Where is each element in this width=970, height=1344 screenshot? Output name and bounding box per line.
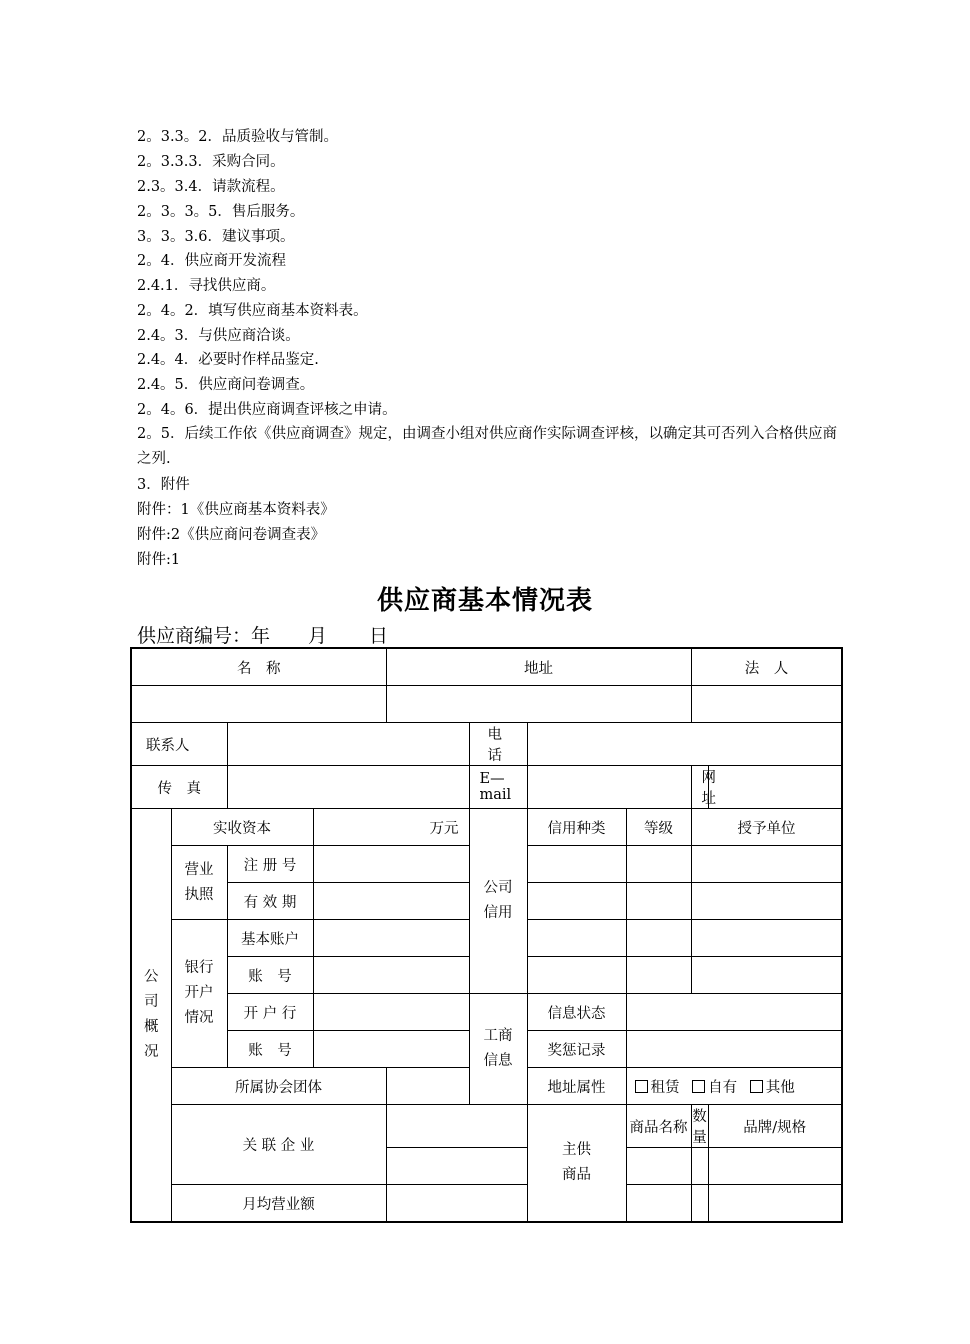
info-status-label: 信息状态 xyxy=(527,994,626,1031)
outline-item: 2。3.3。2．品质验收与管制。 xyxy=(137,129,339,145)
account-no2-label: 账 号 xyxy=(227,1031,313,1068)
other-option-label: 其他 xyxy=(765,1079,795,1096)
legal-person-value[interactable] xyxy=(691,686,842,723)
reg-no-label: 注 册 号 xyxy=(227,846,313,883)
day-label: 日 xyxy=(369,625,389,647)
basic-account-value[interactable] xyxy=(313,920,469,957)
account-no2-value[interactable] xyxy=(313,1031,469,1068)
validity-value[interactable] xyxy=(313,883,469,920)
company-overview-label: 公 司 概 况 xyxy=(131,809,171,1223)
email-label: E—mail xyxy=(469,766,527,809)
account-no-value[interactable] xyxy=(313,957,469,994)
contact-label: 联系人 xyxy=(131,723,227,766)
goods-name-cell[interactable] xyxy=(626,1148,691,1185)
monthly-revenue-value[interactable] xyxy=(386,1185,527,1223)
quantity-cell[interactable] xyxy=(691,1185,708,1223)
grantor-header: 授予单位 xyxy=(691,809,842,846)
outline-item: 2.4.1．寻找供应商。 xyxy=(137,278,276,294)
account-no-label: 账 号 xyxy=(227,957,313,994)
fax-value[interactable] xyxy=(227,766,469,809)
outline-item: 2.3。3.4．请款流程。 xyxy=(137,179,285,195)
paragraph-2-5: 2。5．后续工作依《供应商调查》规定，由调查小组对供应商作实际调查评核，以确定其可否列入合格供应商之列. xyxy=(137,426,837,467)
reward-record-value[interactable] xyxy=(626,1031,842,1068)
attachments-heading: 3．附件 xyxy=(137,477,190,493)
form-title: 供应商基本情况表 xyxy=(376,586,593,616)
grade-cell[interactable] xyxy=(626,846,691,883)
website-label: 网址 xyxy=(691,766,708,809)
other-checkbox[interactable] xyxy=(750,1080,763,1093)
outline-item: 3。3。3.6．建议事项。 xyxy=(137,229,295,245)
goods-name-cell[interactable] xyxy=(626,1185,691,1223)
credit-type-cell[interactable] xyxy=(527,883,626,920)
paid-capital-label: 实收资本 xyxy=(171,809,313,846)
legal-person-header: 法 人 xyxy=(691,648,842,686)
affiliated-value[interactable] xyxy=(386,1148,527,1185)
fax-label: 传 真 xyxy=(131,766,227,809)
outline-item: 2。4。6．提出供应商调查评核之申请。 xyxy=(137,402,397,418)
address-value[interactable] xyxy=(386,686,691,723)
reg-no-value[interactable] xyxy=(313,846,469,883)
open-bank-label: 开 户 行 xyxy=(227,994,313,1031)
open-bank-value[interactable] xyxy=(313,994,469,1031)
outline-item: 2.4。4．必要时作样品鉴定. xyxy=(137,352,319,368)
supplier-number-label: 供应商编号： xyxy=(137,625,252,647)
own-option-label: 自有 xyxy=(708,1079,738,1096)
rent-option-label: 租赁 xyxy=(650,1079,680,1096)
credit-type-header: 信用种类 xyxy=(527,809,626,846)
own-checkbox[interactable] xyxy=(692,1080,705,1093)
outline-item: 2。3.3.3．采购合同。 xyxy=(137,154,285,170)
paid-capital-value[interactable]: 万元 xyxy=(313,809,469,846)
credit-type-cell[interactable] xyxy=(527,846,626,883)
grantor-cell[interactable] xyxy=(691,883,842,920)
month-label: 月 xyxy=(308,625,328,647)
business-info-label: 工商 信息 xyxy=(469,994,527,1105)
reward-record-label: 奖惩记录 xyxy=(527,1031,626,1068)
phone-label: 电 话 xyxy=(469,723,527,766)
business-license-label: 营业 执照 xyxy=(171,846,227,920)
grade-header: 等级 xyxy=(626,809,691,846)
brand-spec-cell[interactable] xyxy=(708,1148,842,1185)
outline-item: 2。4．供应商开发流程 xyxy=(137,253,286,269)
attachment-item: 附件:2《供应商问卷调查表》 xyxy=(137,527,326,543)
name-header: 名 称 xyxy=(131,648,386,686)
contact-value[interactable] xyxy=(227,723,469,766)
affiliated-label: 关 联 企 业 xyxy=(171,1105,386,1185)
affiliated-value[interactable] xyxy=(386,1105,527,1148)
bank-info-label: 银行 开户 情况 xyxy=(171,920,227,1068)
validity-label: 有 效 期 xyxy=(227,883,313,920)
basic-account-label: 基本账户 xyxy=(227,920,313,957)
year-label: 年 xyxy=(251,625,271,647)
quantity-header: 数量 xyxy=(691,1105,708,1148)
attachment-item: 附件：1《供应商基本资料表》 xyxy=(137,502,335,518)
address-attr-options xyxy=(626,1068,842,1105)
association-label: 所属协会团体 xyxy=(171,1068,386,1105)
credit-type-cell[interactable] xyxy=(527,957,626,994)
grantor-cell[interactable] xyxy=(691,957,842,994)
website-value[interactable] xyxy=(708,766,842,809)
attachment-label: 附件:1 xyxy=(137,552,181,568)
address-header: 地址 xyxy=(386,648,691,686)
grantor-cell[interactable] xyxy=(691,846,842,883)
company-credit-label: 公司 信用 xyxy=(469,809,527,994)
quantity-cell[interactable] xyxy=(691,1148,708,1185)
outline-item: 2。4。2．填写供应商基本资料表。 xyxy=(137,303,368,319)
brand-spec-header: 品牌/规格 xyxy=(708,1105,842,1148)
monthly-revenue-label: 月均营业额 xyxy=(171,1185,386,1223)
main-goods-label: 主供 商品 xyxy=(527,1105,626,1223)
outline-item: 2。3。3。5．售后服务。 xyxy=(137,204,305,220)
supplier-info-table xyxy=(130,647,843,1223)
brand-spec-cell[interactable] xyxy=(708,1185,842,1223)
email-value[interactable] xyxy=(527,766,691,809)
goods-name-header: 商品名称 xyxy=(626,1105,691,1148)
grade-cell[interactable] xyxy=(626,883,691,920)
outline-item: 2.4。5．供应商问卷调查。 xyxy=(137,377,315,393)
address-attr-label: 地址属性 xyxy=(527,1068,626,1105)
supplier-number-row xyxy=(137,621,388,648)
name-value[interactable] xyxy=(131,686,386,723)
outline-item: 2.4。3．与供应商洽谈。 xyxy=(137,328,300,344)
grantor-cell[interactable] xyxy=(691,920,842,957)
rent-checkbox[interactable] xyxy=(635,1080,648,1093)
grade-cell[interactable] xyxy=(626,920,691,957)
credit-type-cell[interactable] xyxy=(527,920,626,957)
phone-value[interactable] xyxy=(527,723,842,766)
info-status-value[interactable] xyxy=(626,994,842,1031)
grade-cell[interactable] xyxy=(626,957,691,994)
